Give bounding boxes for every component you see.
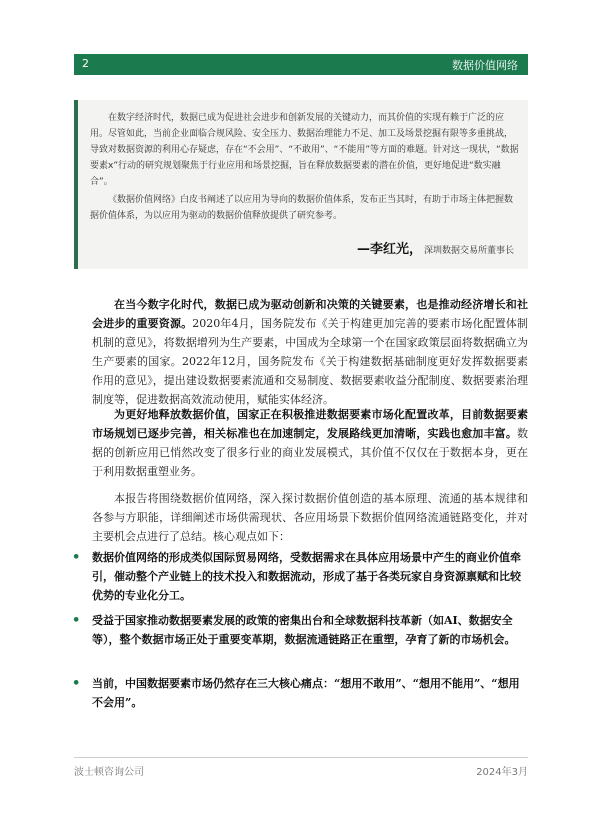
header-bar (74, 54, 528, 75)
key-point-1 (72, 548, 528, 605)
body-paragraph-3: 本报告将围绕数据价值网络，深入探讨数据价值创造的基本原理、流通的基本规律和各参与方职能，详细阐述市场供需现状、各应用场景下数据价值网络流通链路变化，并对主要机会点进行了总结。核心观点如下： (92, 492, 528, 543)
bullet-dot-icon: • (72, 676, 81, 691)
footer-publisher: 波士顿咨询公司 (74, 767, 144, 778)
key-point-text: 当前，中国数据要素市场仍然存在三大核心痛点：“想用不敢用”、“想用不能用”、“想用不会用”。 (92, 677, 520, 709)
body-paragraph-2-lead: 为更好地释放数据价值，国家正在积极推进数据要素市场化配置改革，目前数据要素市场规划已逐步完善，相关标准也在加速制定，发展路线更加清晰，实践也愈加丰富。 (92, 408, 528, 440)
page-number: 2 (82, 57, 89, 70)
key-point-text: 数据价值网络的形成类似国际贸易网络，受数据需求在具体应用场景中产生的商业价值牵引，催动整个产业链上的技术投入和数据流动，形成了基于各类玩家自身资源禀赋和比较优势的专业化分工。 (92, 551, 521, 602)
key-point-text: 受益于国家推动数据要素发展的政策的密集出台和全球数据科技革新（如AI、数据安全等），整个数据市场正处于重要变革期，数据流通链路正在重塑，孕育了新的市场机会。 (92, 614, 516, 646)
key-point-2 (72, 611, 528, 649)
footer-divider (74, 757, 528, 758)
signature-name: —李红光， (356, 242, 422, 257)
body-paragraph-1 (92, 295, 528, 409)
footer-date: 2024年3月 (476, 767, 528, 778)
bullet-dot-icon: • (72, 550, 81, 565)
key-point-3 (72, 674, 528, 712)
header-title: 数据价值网络 (452, 59, 518, 72)
quote-paragraph-2: 《数据价值网络》白皮书阐述了以应用为导向的数据价值体系，发布正当其时，有助于市场主体把握数据价值体系，为以应用为驱动的数据价值释放提供了研究参考。 (90, 195, 514, 221)
quote-paragraph-1: 在数字经济时代，数据已成为促进社会进步和创新发展的关键动力，而其价值的实现有赖于广泛的应用。尽管如此，当前企业面临合规风险、安全压力、数据治理能力不足、加工及场景挖掘有限等多重挑战，导致对数据资源的利用心存疑虑，存在“不会用”、“不敢用”、“不能用”等方面的难题。针对这一现状，“数据要素x”行动的研究规划聚焦于行业应用和场景挖掘，旨在释放数据要素的潜在价值，更好地促进“数实融合”。 (90, 113, 519, 187)
quote-box (74, 100, 528, 269)
body-paragraph-1-text: 2020年4月，国务院发布《关于构建更加完善的要素市场化配置体制机制的意见》，将数据增列为生产要素，中国成为全球第一个在国家政策层面将数据确立为生产要素的国家。2022年12月，国务院发布《关于构建数据基础制度更好发挥数据要素作用的意见》，提出建设数据要素流通和交易制度、数据要素收益分配制度、数据要素治理制度等，促进数据高效流动使用，赋能实体经济。 (92, 317, 528, 406)
quote-signature (357, 238, 514, 257)
bullet-dot-icon: • (72, 613, 81, 628)
body-paragraph-2-text: 数据的创新应用已悄然改变了很多行业的商业发展模式，其价值不仅仅在于数据本身，更在于利用数据重塑业务。 (92, 427, 528, 478)
body-paragraph-1-lead: 在当今数字化时代，数据已成为驱动创新和决策的关键要素，也是推动经济增长和社会进步的重要资源。 (92, 298, 528, 330)
signature-role: 深圳数据交易所董事长 (423, 246, 514, 256)
body-paragraph-2 (92, 405, 528, 481)
